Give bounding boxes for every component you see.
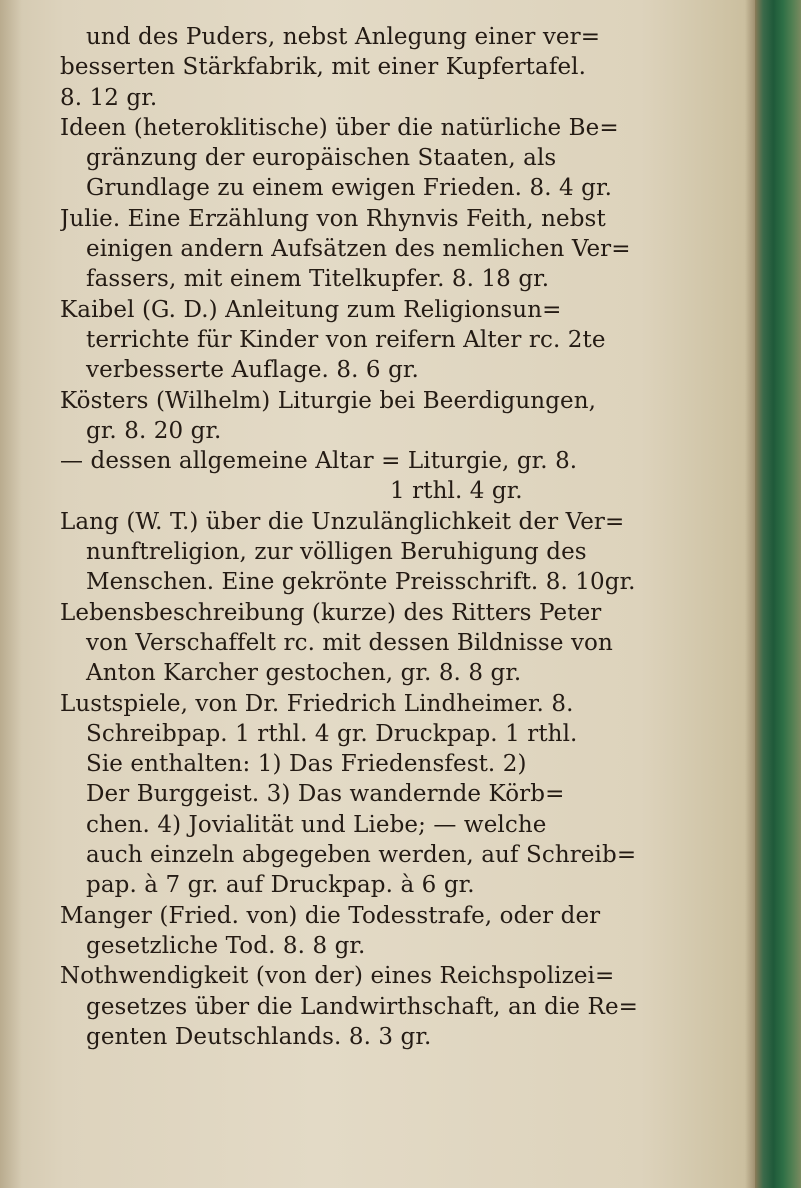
text-line: Grundlage zu einem ewigen Frieden. 8. 4 gr. (86, 175, 612, 202)
text-line: Menschen. Eine gekrönte Preisschrift. 8. 10gr. (86, 569, 636, 596)
text-line: Lustspiele, von Dr. Friedrich Lindheimer. 8. (60, 690, 574, 717)
text-line: nunftreligion, zur völligen Beruhigung des (86, 539, 587, 566)
text-line: auch einzeln abgegeben werden, auf Schreib= (86, 842, 637, 869)
text-line: von Verschaffelt rc. mit dessen Bildnisse von (86, 629, 613, 656)
text-line: fassers, mit einem Titelkupfer. 8. 18 gr. (86, 266, 550, 293)
text-line: chen. 4) Jovialität und Liebe; — welche (86, 811, 547, 838)
text-line: Kaibel (G. D.) Anleitung zum Religionsun= (60, 296, 562, 323)
text-line: gränzung der europäischen Staaten, als (86, 145, 557, 172)
page-left-shadow (0, 0, 22, 1188)
text-line: terrichte für Kinder von reifern Alter rc. 2te (86, 326, 606, 353)
text-line: Lang (W. T.) über die Unzulänglichkeit der Ver= (60, 508, 625, 535)
binding-shadow (745, 0, 755, 1188)
text-line: Kösters (Wilhelm) Liturgie bei Beerdigungen, (60, 387, 597, 414)
text-line: besserten Stärkfabrik, mit einer Kupfertafel. (60, 54, 587, 81)
text-line: — dessen allgemeine Altar = Liturgie, gr. 8. (60, 448, 578, 475)
text-line: Sie enthalten: 1) Das Friedensfest. 2) (86, 751, 527, 778)
text-line: und des Puders, nebst Anlegung einer ver= (86, 24, 601, 50)
text-line: Nothwendigkeit (von der) eines Reichspolizei= (60, 963, 615, 990)
text-line: genten Deutschlands. 8. 3 gr. (86, 1023, 432, 1050)
text-line: Schreibpap. 1 rthl. 4 gr. Druckpap. 1 rthl. (86, 720, 578, 747)
text-line: Manger (Fried. von) die Todesstrafe, oder der (60, 902, 601, 929)
book-spine (755, 0, 801, 1188)
text-line: 1 rthl. 4 gr. (390, 478, 523, 505)
text-line: gr. 8. 20 gr. (86, 417, 222, 444)
text-line: Der Burggeist. 3) Das wandernde Körb= (86, 781, 565, 808)
text-line: Ideen (heteroklitische) über die natürliche Be= (60, 114, 619, 141)
text-line: gesetzes über die Landwirthschaft, an die Re= (86, 993, 639, 1020)
text-line: Lebensbeschreibung (kurze) des Ritters Peter (60, 599, 602, 626)
text-line: pap. à 7 gr. auf Druckpap. à 6 gr. (86, 872, 475, 899)
text-line: 8. 12 gr. (60, 84, 158, 111)
catalog-text (60, 22, 725, 1052)
text-line: einigen andern Aufsätzen des nemlichen Ver= (86, 236, 631, 263)
text-line: verbesserte Auflage. 8. 6 gr. (86, 357, 419, 384)
text-line: gesetzliche Tod. 8. 8 gr. (86, 932, 366, 959)
text-line: Julie. Eine Erzählung von Rhynvis Feith, nebst (60, 205, 606, 232)
text-line: Anton Karcher gestochen, gr. 8. 8 gr. (86, 660, 522, 687)
